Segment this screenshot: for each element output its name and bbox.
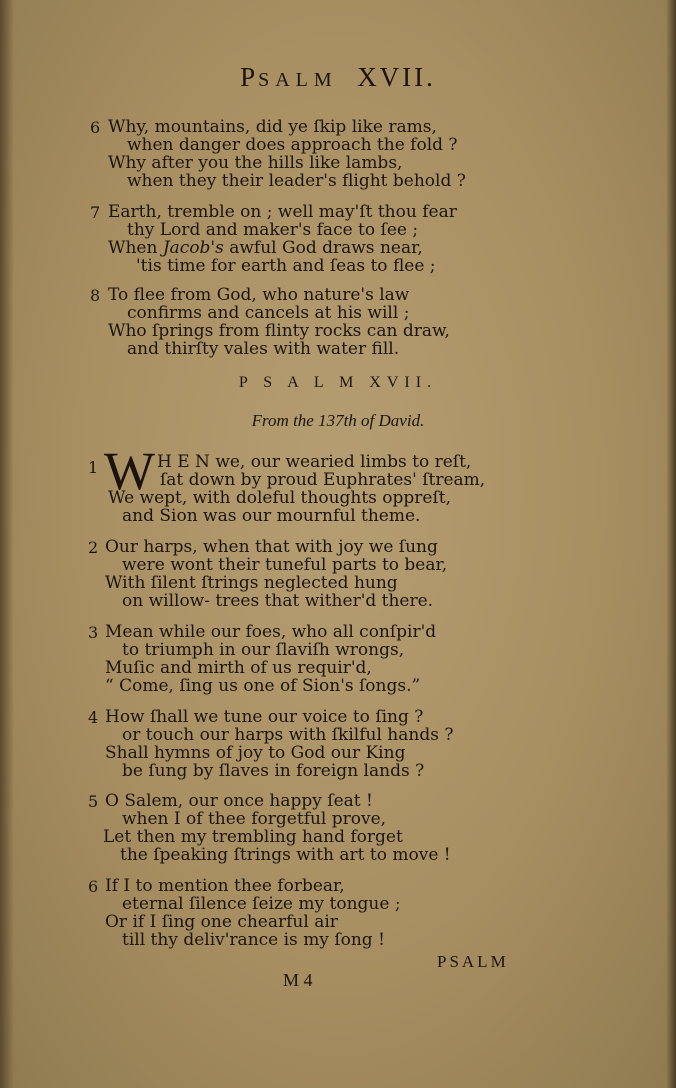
section-source: From the 137th of David. [251, 411, 425, 430]
stanza-number: 5 [88, 792, 99, 811]
verse-line-start: When [108, 238, 163, 258]
italic-name: Jacob's [162, 238, 224, 258]
verse-line: Earth, tremble on ; well may'ſt thou fear [108, 202, 457, 222]
stanza-number: 1 [88, 458, 99, 477]
verse-line: How ſhall we tune our voice to ſing ? [105, 707, 424, 727]
verse-line: till thy deliv'rance is my ſong ! [122, 930, 385, 950]
title-number: XVII. [357, 62, 436, 92]
verse-line: Or if I ſing one chearful air [105, 912, 338, 932]
verse-line: Muſic and mirth of us requir'd, [105, 658, 372, 678]
stanza-number: 4 [88, 708, 99, 727]
verse-line: Who ſprings from flinty rocks can draw, [108, 321, 450, 341]
verse-line: Our harps, when that with joy we ſung [105, 537, 438, 557]
verse-line: With ſilent ſtrings neglected hung [105, 573, 398, 593]
verse-line-end: awful God draws near, [223, 238, 423, 258]
verse-line: when I of thee forgetful prove, [122, 809, 387, 829]
verse-line: ſat down by proud Euphrates' ſtream, [160, 470, 486, 490]
verse-line: and Sion was our mournful theme. [122, 506, 421, 526]
verse-line: H E N we, our wearied limbs to reſt, [157, 452, 472, 472]
verse-line: or touch our harps with ſkilful hands ? [122, 725, 454, 745]
verse-line: “ Come, ſing us one of Sion's ſongs.” [105, 676, 421, 696]
verse-line: confirms and cancels at his will ; [127, 303, 410, 323]
verse-line: when danger does approach the fold ? [127, 135, 458, 155]
verse-line: the ſpeaking ſtrings with art to move ! [120, 845, 451, 865]
verse-line: on willow- trees that wither'd there. [122, 591, 434, 611]
verse-line: be ſung by ſlaves in foreign lands ? [122, 761, 425, 781]
verse-line: 'tis time for earth and ſeas to flee ; [136, 256, 436, 276]
verse-line: were wont their tuneful parts to bear, [122, 555, 448, 575]
verse-line: to triumph in our ſlaviſh wrongs, [122, 640, 405, 660]
verse-line: Mean while our foes, who all conſpir'd [105, 622, 437, 642]
verse-line: If I to mention thee forbear, [105, 876, 345, 896]
verse-line: Why, mountains, did ye ſkip like rams, [108, 117, 437, 137]
verse-line: Why after you the hills like lambs, [108, 153, 403, 173]
verse-line: when they their leader's flight behold ? [127, 171, 466, 191]
title-initial: P [240, 62, 259, 92]
verse-line: Shall hymns of joy to God our King [105, 743, 406, 763]
signature-mark: M 4 [283, 970, 313, 990]
stanza-number: 2 [88, 538, 99, 557]
stanza-number: 6 [88, 877, 99, 896]
verse-line: eternal ſilence ſeize my tongue ; [122, 894, 401, 914]
stanza-number: 7 [90, 203, 101, 222]
page-edge-right [666, 0, 676, 1088]
stanza-number: 3 [88, 623, 99, 642]
page-title [0, 62, 676, 93]
verse-line: We wept, with doleful thoughts oppreſt, [108, 488, 452, 508]
verse-line: thy Lord and maker's face to ſee ; [127, 220, 419, 240]
verse-line: To flee from God, who nature's law [108, 285, 410, 305]
verse-line: Let then my trembling hand forget [103, 827, 403, 847]
stanza-number: 8 [90, 286, 101, 305]
title-smallcaps: SALM [258, 69, 338, 91]
catchword: PSALM [437, 952, 509, 971]
verse-line: O Salem, our once happy ſeat ! [105, 791, 373, 811]
drop-cap: W [104, 441, 155, 501]
section-title: P S A L M XVII. [238, 374, 438, 391]
verse-line: and thirſty vales with water fill. [127, 339, 400, 359]
page-edge-left [0, 0, 14, 1088]
stanza-number: 6 [90, 118, 101, 137]
